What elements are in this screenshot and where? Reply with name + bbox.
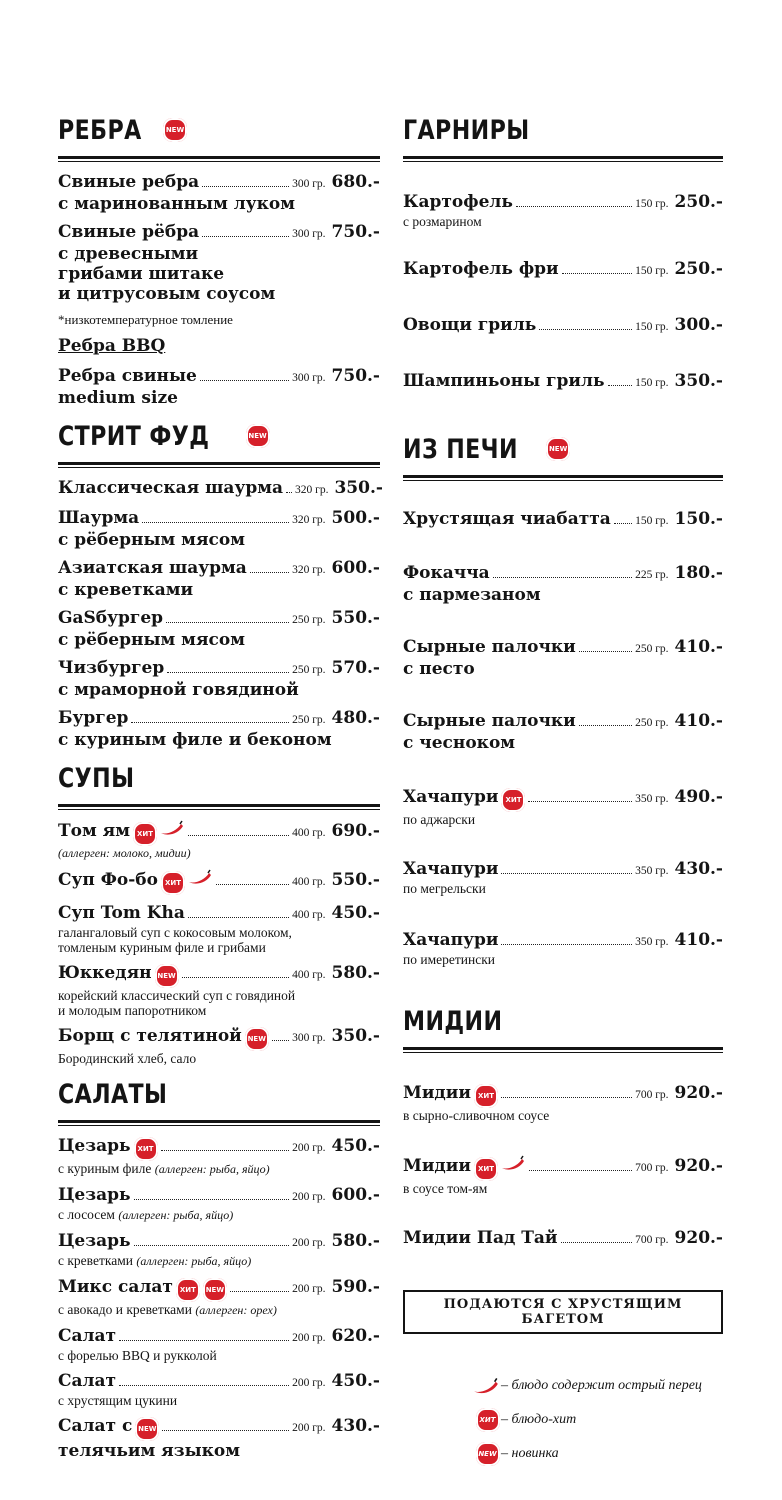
menu-item	[58, 508, 380, 550]
hit-badge-icon: ХИТ	[176, 1278, 200, 1302]
leader-dots	[182, 977, 289, 978]
section-title: САЛАТЫ	[58, 1078, 168, 1110]
item-weight: 150 гр.	[635, 265, 669, 277]
item-description: галангаловый суп с кокосовым молоком,	[58, 925, 292, 940]
menu-item	[58, 1416, 380, 1461]
chili-pepper-icon	[500, 1155, 526, 1171]
item-description: томленым куриным филе и грибами	[58, 940, 266, 955]
new-badge-icon: NEW	[155, 964, 179, 988]
item-allergen: (аллерген: рыба, яйцо)	[136, 1254, 252, 1268]
menu-item	[403, 859, 723, 896]
section-title: СУПЫ	[58, 762, 135, 794]
legend-row-new	[471, 1437, 723, 1471]
leader-dots	[501, 944, 632, 945]
new-badge-icon: NEW	[203, 1278, 227, 1302]
item-name: Хачапури	[403, 930, 499, 950]
menu-item	[58, 1277, 380, 1318]
item-name: Картофель фри	[403, 259, 559, 279]
item-weight: 250 гр.	[292, 614, 326, 626]
divider	[403, 1047, 723, 1053]
item-name: Овощи гриль	[403, 315, 537, 335]
item-weight: 300 гр.	[292, 1032, 326, 1044]
item-price: 430.-	[331, 1416, 380, 1436]
divider	[403, 156, 723, 162]
divider	[58, 462, 380, 468]
right-column	[403, 110, 723, 1471]
item-price: 410.-	[674, 711, 723, 731]
leader-dots	[167, 672, 289, 673]
section-header-oven	[403, 429, 723, 469]
menu-item	[403, 1083, 723, 1123]
item-name: Сырные палочки	[403, 637, 576, 657]
menu-item	[58, 1026, 380, 1066]
item-price: 680.-	[331, 172, 380, 192]
item-price: 750.-	[331, 222, 380, 242]
chili-pepper-icon	[472, 1377, 500, 1395]
item-description: с хрустящим цукини	[58, 1393, 178, 1408]
leader-dots	[286, 492, 292, 493]
leader-dots	[216, 884, 289, 885]
item-subtitle: с рёберным мясом	[58, 530, 245, 550]
menu-item	[403, 371, 723, 393]
item-name: Хачапури	[403, 859, 499, 879]
leader-dots	[272, 1040, 289, 1041]
item-price: 600.-	[331, 558, 380, 578]
menu-item	[58, 366, 380, 408]
item-price: 150.-	[674, 509, 723, 529]
item-price: 250.-	[674, 192, 723, 212]
item-weight: 300 гр.	[292, 178, 326, 190]
item-price: 600.-	[331, 1185, 380, 1205]
item-price: 920.-	[674, 1083, 723, 1103]
menu-item	[58, 1326, 380, 1363]
menu-item	[58, 658, 380, 700]
item-price: 690.-	[331, 821, 380, 841]
item-weight: 300 гр.	[292, 372, 326, 384]
item-weight: 200 гр.	[292, 1332, 326, 1344]
item-weight: 200 гр.	[292, 1283, 326, 1295]
leader-dots	[162, 1430, 289, 1431]
left-column	[58, 110, 383, 1469]
leader-dots	[501, 1097, 632, 1098]
leader-dots	[529, 1170, 632, 1171]
item-description: с форелью BBQ и рукколой	[58, 1348, 217, 1363]
menu-item	[58, 869, 380, 895]
leader-dots	[579, 651, 632, 652]
leader-dots	[501, 873, 632, 874]
item-subtitle: с креветками	[58, 580, 194, 600]
item-weight: 700 гр.	[635, 1234, 669, 1246]
menu-item	[403, 930, 723, 967]
item-price: 570.-	[331, 658, 380, 678]
item-name: Фокачча	[403, 563, 490, 583]
item-price: 480.-	[331, 708, 380, 728]
item-name: Азиатская шаурма	[58, 558, 247, 578]
leader-dots	[202, 186, 289, 187]
leader-dots	[142, 522, 289, 523]
legend-label: – блюдо-хит	[501, 1412, 577, 1427]
item-weight: 200 гр.	[292, 1422, 326, 1434]
item-name: Цезарь	[58, 1136, 131, 1156]
legend-label: – блюдо содержит острый перец	[501, 1378, 702, 1393]
item-weight: 200 гр.	[292, 1377, 326, 1389]
item-description: с розмарином	[403, 214, 482, 229]
item-description: в соусе том-ям	[403, 1181, 488, 1196]
chili-pepper-icon	[187, 869, 213, 885]
item-name: Шампиньоны гриль	[403, 371, 605, 391]
legend-row-hit	[471, 1403, 723, 1437]
leader-dots	[608, 385, 633, 386]
legend-row-spicy	[471, 1369, 723, 1403]
leader-dots	[166, 622, 289, 623]
item-weight: 200 гр.	[292, 1142, 326, 1154]
menu-item	[58, 708, 380, 750]
section-title: ИЗ ПЕЧИ	[403, 433, 518, 465]
leader-dots	[579, 725, 632, 726]
item-name: Салат	[58, 1371, 117, 1391]
leader-dots	[539, 329, 632, 330]
hit-badge-icon: ХИТ	[133, 822, 157, 846]
item-name: Юккедян	[58, 963, 152, 983]
item-weight: 300 гр.	[292, 228, 326, 240]
menu-item	[58, 222, 380, 304]
item-price: 490.-	[674, 787, 723, 807]
new-badge-icon: NEW	[546, 437, 570, 461]
item-price: 430.-	[674, 859, 723, 879]
menu-item	[58, 903, 380, 955]
item-name: Сырные палочки	[403, 711, 576, 731]
divider	[58, 1120, 380, 1126]
item-description-text: с лососем	[58, 1207, 115, 1222]
item-weight: 320 гр.	[292, 514, 326, 526]
item-price: 590.-	[331, 1277, 380, 1297]
item-description	[58, 1161, 380, 1177]
item-price: 450.-	[331, 1136, 380, 1156]
leader-dots	[562, 273, 632, 274]
leader-dots	[202, 236, 289, 237]
item-price: 920.-	[674, 1228, 723, 1248]
menu-item	[403, 637, 723, 679]
item-description: и молодым папоротником	[58, 1003, 207, 1018]
menu-item	[58, 963, 380, 1018]
item-subtitle: с пармезаном	[403, 585, 541, 605]
item-allergen: (аллерген: орех)	[195, 1303, 277, 1317]
menu-item	[403, 787, 723, 827]
menu-item	[403, 563, 723, 605]
menu-item	[58, 1371, 380, 1408]
leader-dots	[561, 1242, 633, 1243]
item-weight: 400 гр.	[292, 827, 326, 839]
item-description-text: с креветками	[58, 1253, 133, 1268]
leader-dots	[516, 206, 632, 207]
legend-label: – новинка	[501, 1446, 559, 1461]
item-price: 180.-	[674, 563, 723, 583]
item-name: Мидии	[403, 1156, 471, 1176]
item-weight: 150 гр.	[635, 515, 669, 527]
item-weight: 225 гр.	[635, 569, 669, 581]
hit-badge-icon: ХИТ	[161, 871, 185, 895]
item-subtitle: с мраморной говядиной	[58, 680, 299, 700]
item-price: 620.-	[331, 1326, 380, 1346]
menu-item	[403, 259, 723, 281]
leader-dots	[188, 917, 289, 918]
section-title: СТРИТ ФУД	[58, 420, 210, 452]
hit-badge-icon: ХИТ	[501, 788, 525, 812]
item-name: Суп Фо-бо	[58, 870, 158, 890]
leader-dots	[528, 801, 632, 802]
new-badge-icon: NEW	[245, 1027, 269, 1051]
item-name: Салат с	[58, 1416, 133, 1436]
item-name: Свиные рёбра	[58, 222, 200, 242]
item-weight: 700 гр.	[635, 1089, 669, 1101]
item-price: 450.-	[331, 903, 380, 923]
section-header-mussels	[403, 1001, 723, 1041]
item-subtitle: с чесноком	[403, 733, 516, 753]
item-price: 580.-	[331, 1231, 380, 1251]
item-weight: 250 гр.	[635, 717, 669, 729]
item-price: 550.-	[331, 870, 380, 890]
item-price: 550.-	[331, 608, 380, 628]
section-header-street-food	[58, 416, 380, 456]
item-name: GaSбургер	[58, 608, 164, 628]
legend	[471, 1369, 723, 1471]
section-header-sides	[403, 110, 723, 150]
leader-dots	[119, 1340, 289, 1341]
item-description: Бородинский хлеб, сало	[58, 1051, 197, 1066]
leader-dots	[493, 577, 632, 578]
subsection-title: Ребра BBQ	[58, 336, 166, 356]
item-weight: 200 гр.	[292, 1237, 326, 1249]
section-header-soups	[58, 758, 380, 798]
section-title: ГАРНИРЫ	[403, 114, 530, 146]
chili-pepper-icon	[159, 820, 185, 836]
item-weight: 250 гр.	[292, 664, 326, 676]
item-allergen: (аллерген: молоко, мидии)	[58, 846, 191, 860]
item-price: 450.-	[331, 1371, 380, 1391]
serve-note-box: ПОДАЮТСЯ С ХРУСТЯЩИМ БАГЕТОМ	[403, 1290, 723, 1334]
item-name: Том ям	[58, 821, 131, 841]
leader-dots	[134, 1245, 290, 1246]
item-subtitle: телячьим языком	[58, 1441, 241, 1461]
item-name: Чизбургер	[58, 658, 165, 678]
item-price: 250.-	[674, 259, 723, 279]
item-name: Ребра свиные	[58, 366, 197, 386]
item-description	[58, 1302, 380, 1318]
item-weight: 250 гр.	[635, 643, 669, 655]
item-price: 350.-	[674, 371, 723, 391]
item-name: Шаурма	[58, 508, 140, 528]
item-name: Микс салат	[58, 1277, 173, 1297]
item-price: 300.-	[674, 315, 723, 335]
divider	[58, 804, 380, 810]
item-weight: 320 гр.	[295, 484, 329, 496]
hit-badge-icon: ХИТ	[474, 1157, 498, 1181]
footnote: *низкотемпературное томление	[58, 312, 233, 327]
item-name: Цезарь	[58, 1185, 131, 1205]
menu-item	[403, 192, 723, 229]
item-description: по аджарски	[403, 812, 476, 827]
item-description: в сырно-сливочном соусе	[403, 1108, 550, 1123]
hit-badge-icon: ХИТ	[476, 1408, 500, 1432]
item-name: Классическая шаурма	[58, 478, 283, 498]
leader-dots	[188, 835, 289, 836]
leader-dots	[119, 1385, 289, 1386]
item-weight: 150 гр.	[635, 198, 669, 210]
item-description-text: с авокадо и креветками	[58, 1302, 192, 1317]
leader-dots	[230, 1291, 289, 1292]
menu-item	[58, 478, 383, 500]
leader-dots	[614, 523, 632, 524]
item-weight: 350 гр.	[635, 865, 669, 877]
item-name: Хачапури	[403, 787, 499, 807]
new-badge-icon: NEW	[135, 1417, 159, 1441]
item-price: 750.-	[331, 366, 380, 386]
item-name: Суп Tom Kha	[58, 903, 185, 923]
item-subtitle: с маринованным луком	[58, 194, 296, 214]
leader-dots	[131, 722, 289, 723]
item-price: 920.-	[674, 1156, 723, 1176]
new-badge-icon: NEW	[246, 424, 270, 448]
leader-dots	[161, 1150, 290, 1151]
item-description: по имеретински	[403, 952, 495, 967]
item-name: Салат	[58, 1326, 117, 1346]
new-badge-icon: NEW	[163, 118, 187, 142]
item-price: 580.-	[331, 963, 380, 983]
item-allergen: (аллерген: рыба, яйцо)	[118, 1208, 234, 1222]
item-subtitle: medium size	[58, 388, 178, 408]
item-subtitle: с древесными	[58, 244, 199, 264]
item-weight: 350 гр.	[635, 936, 669, 948]
item-weight: 700 гр.	[635, 1162, 669, 1174]
item-description	[58, 1253, 380, 1269]
item-weight: 400 гр.	[292, 909, 326, 921]
item-subtitle: с песто	[403, 659, 475, 679]
menu-item	[403, 711, 723, 753]
menu-item	[403, 1228, 723, 1250]
section-title: РЕБРА	[58, 114, 142, 146]
item-description-text: с куриным филе	[58, 1161, 152, 1176]
item-subtitle: грибами шитаке	[58, 264, 225, 284]
item-weight: 320 гр.	[292, 564, 326, 576]
menu-item	[403, 315, 723, 337]
item-price: 410.-	[674, 930, 723, 950]
item-subtitle: и цитрусовым соусом	[58, 284, 276, 304]
item-weight: 350 гр.	[635, 793, 669, 805]
item-name: Хрустящая чиабатта	[403, 509, 611, 529]
item-price: 410.-	[674, 637, 723, 657]
menu-item	[58, 1136, 380, 1177]
menu-item	[58, 172, 380, 214]
item-weight: 150 гр.	[635, 377, 669, 389]
item-weight: 250 гр.	[292, 714, 326, 726]
item-name: Мидии Пад Тай	[403, 1228, 558, 1248]
menu-item	[58, 608, 380, 650]
menu-item	[58, 820, 380, 861]
new-badge-icon: NEW	[476, 1442, 500, 1466]
item-name: Свиные ребра	[58, 172, 200, 192]
divider	[403, 475, 723, 481]
section-header-ribs	[58, 110, 380, 150]
menu-item	[58, 1185, 380, 1223]
item-description: корейский классический суп с говядиной	[58, 988, 296, 1003]
menu-item	[58, 1231, 380, 1269]
section-header-salads	[58, 1074, 380, 1114]
item-weight: 400 гр.	[292, 969, 326, 981]
item-description: по мегрельски	[403, 881, 486, 896]
leader-dots	[200, 380, 289, 381]
hit-badge-icon: ХИТ	[474, 1084, 498, 1108]
item-weight: 200 гр.	[292, 1191, 326, 1203]
item-subtitle: с куриным филе и беконом	[58, 730, 332, 750]
menu-item	[403, 509, 723, 531]
leader-dots	[134, 1199, 290, 1200]
hit-badge-icon: ХИТ	[134, 1137, 158, 1161]
item-allergen: (аллерген: рыба, яйцо)	[154, 1162, 270, 1176]
item-name: Бургер	[58, 708, 129, 728]
section-title: МИДИИ	[403, 1005, 503, 1037]
item-name: Цезарь	[58, 1231, 131, 1251]
item-name: Борщ с телятиной	[58, 1026, 242, 1046]
item-description	[58, 1207, 380, 1223]
item-subtitle: с рёберным мясом	[58, 630, 245, 650]
menu-item	[58, 558, 380, 600]
item-weight: 400 гр.	[292, 876, 326, 888]
item-price: 350.-	[331, 1026, 380, 1046]
item-name: Картофель	[403, 192, 513, 212]
divider	[58, 156, 380, 162]
leader-dots	[250, 572, 289, 573]
item-name: Мидии	[403, 1083, 471, 1103]
item-weight: 150 гр.	[635, 321, 669, 333]
menu-item	[403, 1155, 723, 1196]
item-price: 350.-	[334, 478, 383, 498]
item-price: 500.-	[331, 508, 380, 528]
